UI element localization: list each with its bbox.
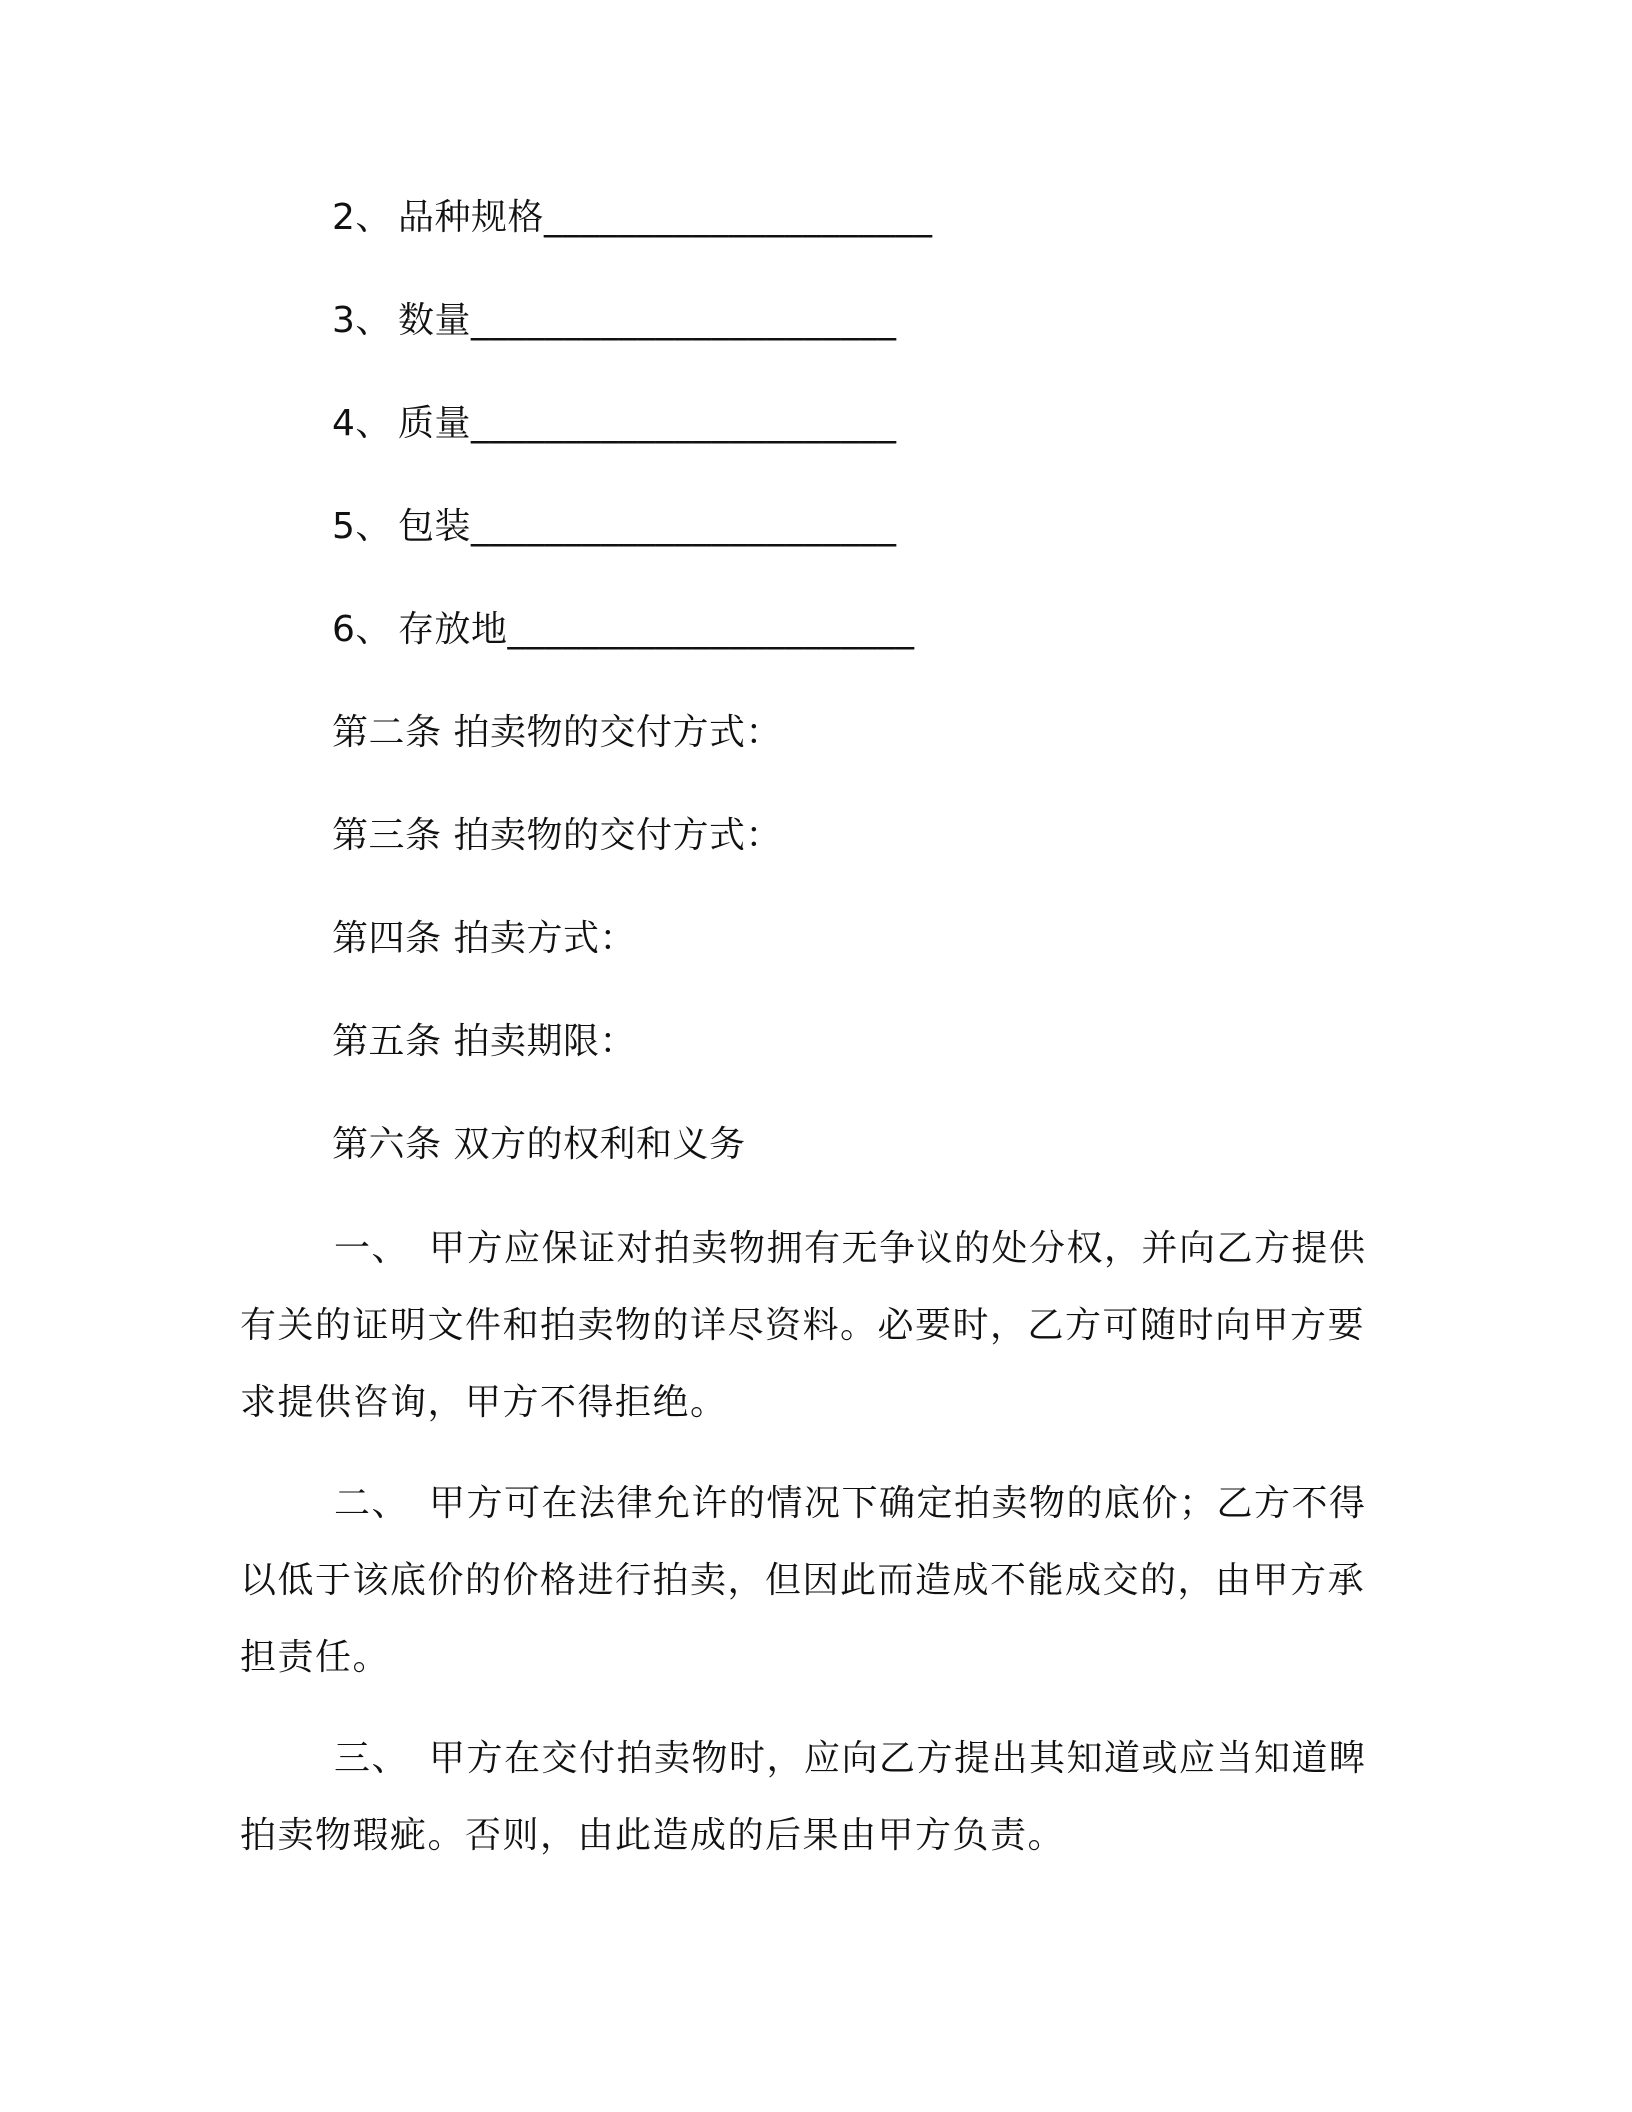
item-variety-spec [332,197,933,238]
paragraph-2 [240,1465,1390,1696]
fill-blank: _______________________ [471,506,897,547]
paragraph-text: 甲方可在法律允许的情况下确定拍卖物的底价；乙方不得以低于该底价的价格进行拍卖，但因此而造成不能成交的，由甲方承担责任。 [240,1483,1367,1678]
paragraph-3 [240,1720,1390,1874]
paragraph-text: 甲方应保证对拍卖物拥有无争议的处分权，并向乙方提供有关的证明文件和拍卖物的详尽资料。必要时，乙方可随时向甲方要求提供咨询，甲方不得拒绝。 [240,1228,1367,1423]
paragraph-number: 一、 [334,1228,410,1269]
item-packaging [332,506,897,547]
fill-blank: _____________________ [544,197,933,238]
paragraph-number: 二、 [334,1483,410,1524]
paragraph-number: 三、 [334,1738,410,1779]
item-label: 品种规格 [398,197,545,238]
item-number: 4、 [332,403,392,444]
item-label: 存放地 [398,609,508,650]
article-5-heading: 第五条 拍卖期限： [332,1021,636,1062]
article-4-heading: 第四条 拍卖方式： [332,918,636,959]
article-6-heading: 第六条 双方的权利和义务 [332,1124,746,1165]
fill-blank: _______________________ [471,300,897,341]
item-quality [332,403,897,444]
article-2-heading: 第二条 拍卖物的交付方式： [332,712,782,753]
article-3-heading: 第三条 拍卖物的交付方式： [332,815,782,856]
item-quantity [332,300,897,341]
fill-blank: ______________________ [507,609,915,650]
item-label: 质量 [398,403,472,444]
paragraph-1 [240,1210,1390,1441]
paragraph-text: 甲方在交付拍卖物时，应向乙方提出其知道或应当知道睥拍卖物瑕疵。否则，由此造成的后果由甲方负责。 [240,1738,1367,1856]
item-number: 6、 [332,609,392,650]
item-number: 5、 [332,506,392,547]
item-label: 包装 [398,506,472,547]
item-storage-location [332,609,915,650]
item-label: 数量 [398,300,472,341]
fill-blank: _______________________ [471,403,897,444]
item-number: 3、 [332,300,392,341]
item-number: 2、 [332,197,392,238]
